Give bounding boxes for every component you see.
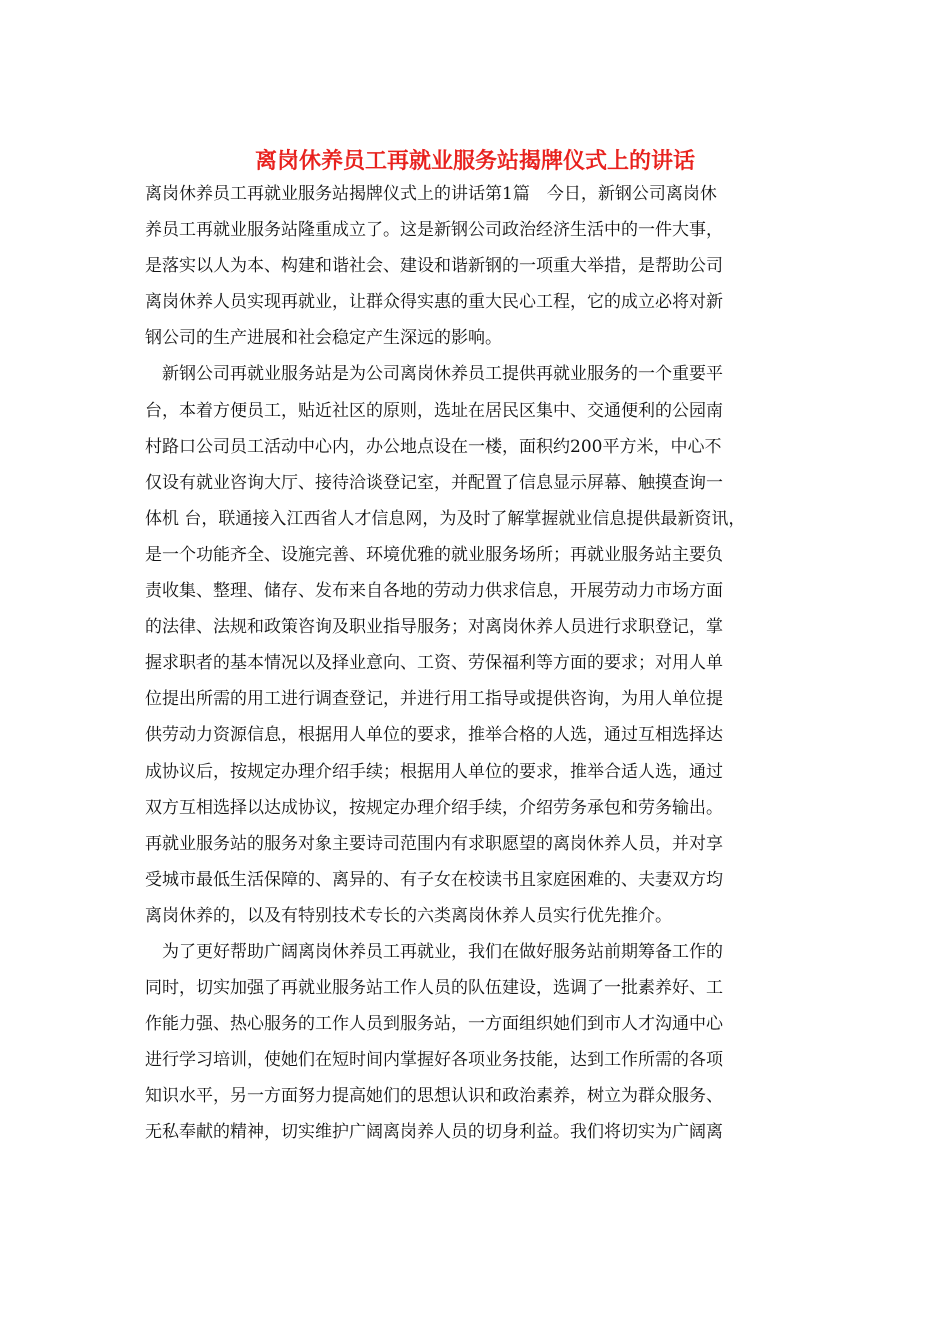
text-line: 位提出所需的用工进行调查登记，并进行用工指导或提供咨询，为用人单位提 — [145, 689, 723, 710]
text-line: 无私奉献的精神，切实维护广阔离岗养人员的切身利益。我们将切实为广阔离 — [145, 1122, 723, 1143]
text-line: 供劳动力资源信息，根据用人单位的要求，推举合格的人选，通过互相选择达 — [145, 725, 723, 746]
text-line: 新钢公司再就业服务站是为公司离岗休养员工提供再就业服务的一个重要平 — [145, 364, 723, 385]
text-line: 握求职者的基本情况以及择业意向、工资、劳保福利等方面的要求；对用人单 — [145, 653, 723, 674]
text-line: 责收集、整理、储存、发布来自各地的劳动力供求信息，开展劳动力市场方面 — [145, 581, 723, 602]
text-line: 是一个功能齐全、设施完善、环境优雅的就业服务场所；再就业服务站主要负 — [145, 544, 723, 565]
text-line: 离岗休养人员实现再就业，让群众得实惠的重大民心工程，它的成立必将对新 — [145, 292, 723, 313]
text-line: 成协议后，按规定办理介绍手续；根据用人单位的要求，推举合适人选，通过 — [145, 761, 723, 782]
text-line: 养员工再就业服务站隆重成立了。这是新钢公司政治经济生活中的一件大事， — [145, 220, 723, 241]
text-line: 再就业服务站的服务对象主要诗司范围内有求职愿望的离岗休养人员，并对享 — [145, 833, 723, 854]
text-line: 离岗休养员工再就业服务站揭牌仪式上的讲话第1篇 今日，新钢公司离岗休 — [145, 184, 717, 204]
text-line: 钢公司的生产进展和社会稳定产生深远的影响。 — [145, 328, 502, 349]
text-line: 是落实以人为本、构建和谐社会、建设和谐新钢的一项重大举措，是帮助公司 — [145, 256, 723, 277]
document-title: 离岗休养员工再就业服务站揭牌仪式上的讲话 — [254, 149, 695, 174]
document-body — [145, 176, 825, 1151]
text-line: 进行学习培训，使她们在短时间内掌握好各项业务技能，达到工作所需的各项 — [145, 1050, 723, 1071]
text-line: 受城市最低生活保障的、离异的、有子女在校读书且家庭困难的、夫妻双方均 — [145, 869, 723, 890]
text-line: 知识水平，另一方面努力提高她们的思想认识和政治素养，树立为群众服务、 — [145, 1086, 723, 1107]
text-line: 作能力强、热心服务的工作人员到服务站，一方面组织她们到市人才沟通中心 — [145, 1014, 723, 1035]
text-line: 离岗休养的，以及有特别技术专长的六类离岗休养人员实行优先推介。 — [145, 905, 672, 926]
text-line: 的法律、法规和政策咨询及职业指导服务；对离岗休养人员进行求职登记，掌 — [145, 617, 723, 638]
text-line: 村路口公司员工活动中心内，办公地点设在一楼，面积约200平方米，中心不 — [145, 436, 722, 457]
text-line: 同时，切实加强了再就业服务站工作人员的队伍建设，选调了一批素养好、工 — [145, 978, 723, 999]
text-line: 为了更好帮助广阔离岗休养员工再就业，我们在做好服务站前期筹备工作的 — [145, 941, 723, 962]
text-line: 双方互相选择以达成协议，按规定办理介绍手续，介绍劳务承包和劳务输出。 — [145, 797, 723, 818]
text-line: 体机 台，联通接入江西省人才信息网，为及时了解掌握就业信息提供最新资讯， — [145, 508, 746, 529]
text-line: 仅设有就业咨询大厅、接待洽谈登记室，并配置了信息显示屏幕、触摸查询一 — [145, 472, 723, 493]
text-line: 台，本着方便员工，贴近社区的原则，选址在居民区集中、交通便利的公园南 — [145, 400, 723, 421]
